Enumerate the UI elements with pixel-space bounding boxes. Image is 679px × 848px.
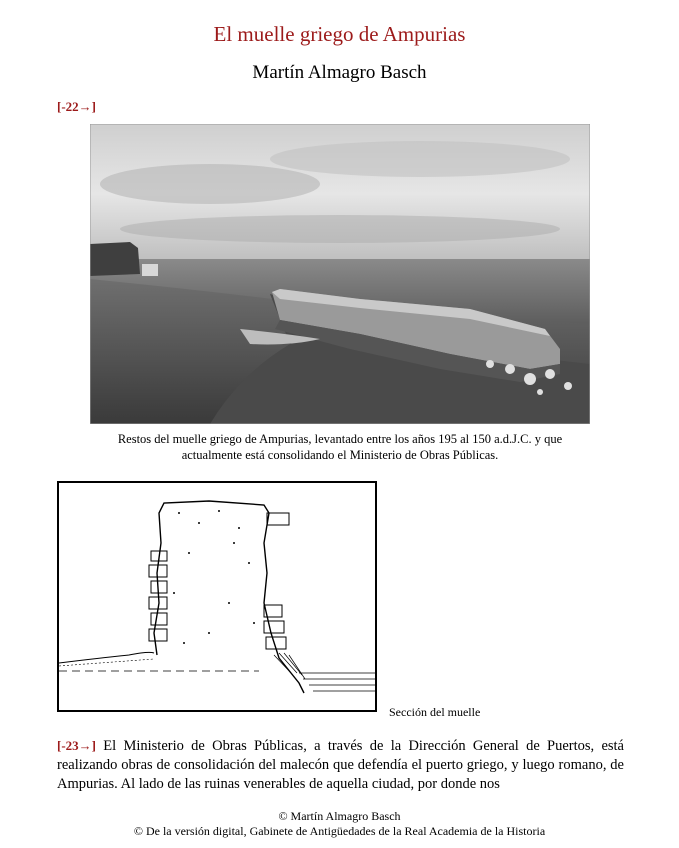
body-paragraph-text: El Ministerio de Obras Públicas, a través de la Dirección General de Puertos, está realizando obras de consolidación del malecón que defendía el puerto griego, y luego romano, de Ampurias. Al lado de las ruinas venerables de aquella ciudad, por donde nos: [57, 738, 624, 792]
page-marker-23[interactable]: [-23→]: [57, 738, 96, 753]
page-marker-22[interactable]: [-22→]: [57, 99, 96, 114]
author-name: Martín Almagro Basch: [252, 62, 427, 83]
body-paragraph: [57, 736, 624, 794]
footer: [0, 809, 679, 839]
footer-copyright: © Martín Almagro Basch: [278, 809, 401, 823]
pier-section-sketch: [59, 483, 375, 710]
section-caption: Sección del muelle: [389, 705, 481, 719]
page-title: El muelle griego de Ampurias: [213, 22, 466, 46]
pier-section-drawing: [57, 481, 377, 712]
pier-photo: [90, 124, 590, 424]
pier-photo-image: [90, 124, 590, 424]
footer-digital-copyright: © De la versión digital, Gabinete de Antigüedades de la Real Academia de la Historia: [133, 824, 546, 838]
photo-caption: Restos del muelle griego de Ampurias, levantado entre los años 195 al 150 a.d.J.C. y que actualmente está consolidando el Ministerio de Obras Públicas.: [117, 432, 563, 462]
